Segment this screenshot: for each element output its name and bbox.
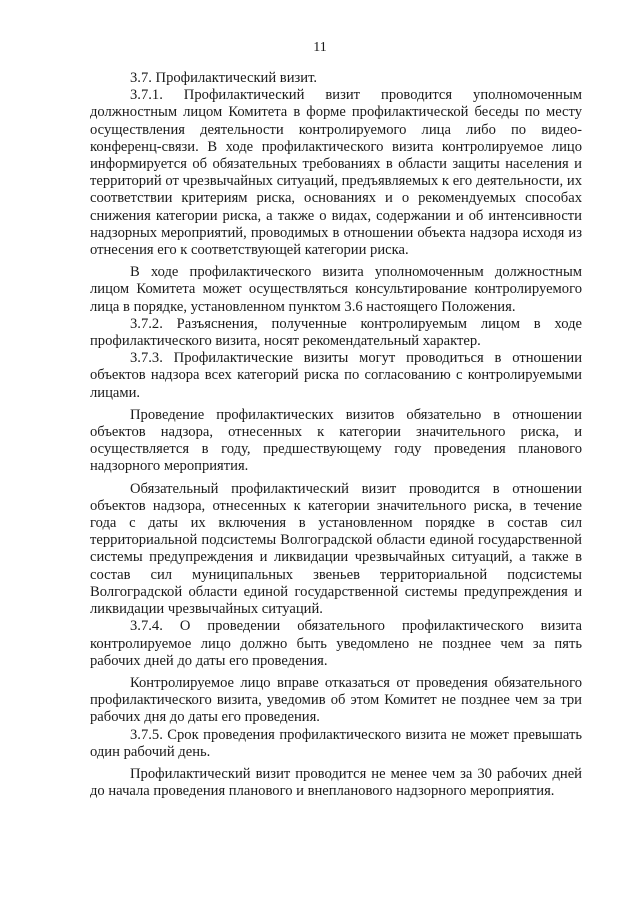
paragraph-consultation: В ходе профилактического визита уполномоченным должностным лицом Комитета может осуществляться консультирование контролируемого лица в порядке, установленном пунктом 3.6 настоящего Положения. (90, 264, 582, 315)
paragraph-refusal: Контролируемое лицо вправе отказаться от проведения обязательного профилактического визита, уведомив об этом Комитет не позднее чем за три рабочих дня до даты его проведения. (90, 674, 582, 726)
paragraph-3-7-3: 3.7.3. Профилактические визиты могут проводиться в отношении объектов надзора всех категорий риска по согласованию с контролируемыми лицами. (90, 350, 582, 401)
paragraph-3-7-4: 3.7.4. О проведении обязательного профилактического визита контролируемое лицо должно быть уведомлено не позднее чем за пять рабочих дней до даты его проведения. (90, 618, 582, 669)
paragraph-3-7-2: 3.7.2. Разъяснения, полученные контролируемым лицом в ходе профилактического визита, носят рекомендательный характер. (90, 315, 582, 350)
page-number: 11 (313, 40, 327, 55)
paragraph-3-7-1: 3.7.1. Профилактический визит проводится уполномоченным должностным лицом Комитета в форме профилактической беседы по месту осуществления деятельности контролируемого лица либо по видео-конференц-связи. В ходе профилактического визита контролируемое лицо информируется об обязательных требованиях в области защиты населения и территорий от чрезвычайных ситуаций, предъявляемых к его деятельности, их соответствии критериям риска, основаниях и о рекомендуемых способах снижения категории риска, а также о видах, содержании и об интенсивности надзорных мероприятий, проводимых в отношении объекта надзора исходя из отнесения его к соответствующей категории риска. (90, 87, 582, 259)
paragraph-mandatory-visit-term: Обязательный профилактический визит проводится в отношении объектов надзора, отнесенных к категории значительного риска, в течение года с даты их включения в установленном порядке в состав сил территориальной подсистемы Волгоградской области единой государственной системы предупреждения и ликвидации чрезвычайных ситуаций, а также в состав сил муниципальных звеньев территориальной подсистемы Волгоградской области единой государственной системы предупреждения и ликвидации чрезвычайных ситуаций. (90, 480, 582, 618)
paragraph-mandatory-visits: Проведение профилактических визитов обязательно в отношении объектов надзора, отнесенных к категории значительного риска, и осуществляется в году, предшествующему году проведения планового надзорного мероприятия. (90, 406, 582, 475)
paragraph-visit-timing: Профилактический визит проводится не менее чем за 30 рабочих дней до начала проведения планового и внепланового надзорного мероприятия. (90, 765, 582, 800)
document-body (90, 70, 582, 800)
paragraph-3-7-5: 3.7.5. Срок проведения профилактического визита не может превышать один рабочий день. (90, 726, 582, 760)
section-heading: 3.7. Профилактический визит. (130, 70, 318, 86)
